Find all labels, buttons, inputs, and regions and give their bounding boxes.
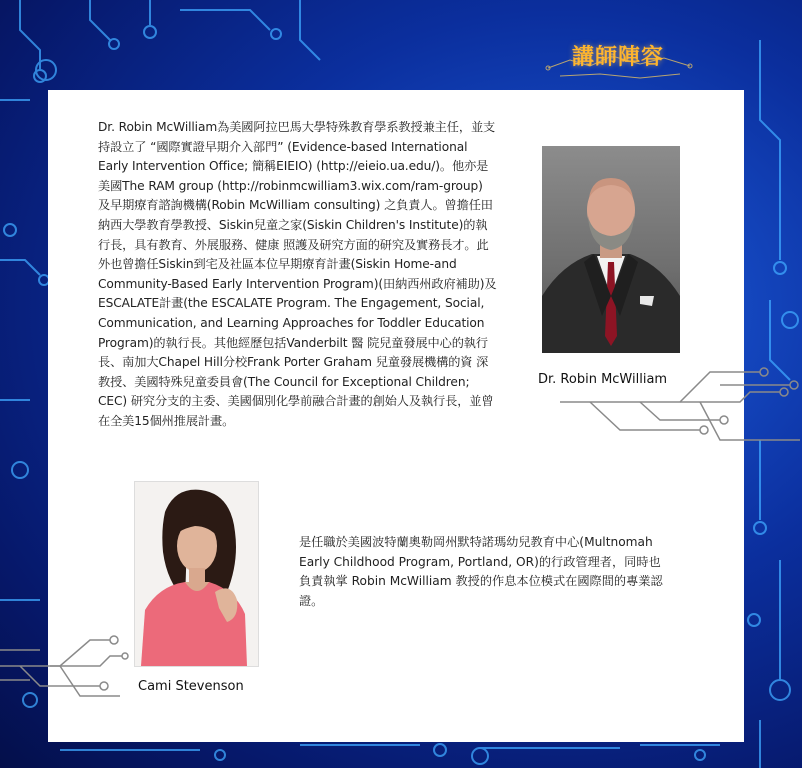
speaker1-portrait bbox=[542, 146, 680, 353]
section-title: 講師陣容 bbox=[572, 45, 665, 70]
speaker2-portrait bbox=[134, 481, 259, 667]
speaker2-name: Cami Stevenson bbox=[138, 679, 244, 694]
speaker1-name: Dr. Robin McWilliam bbox=[538, 372, 668, 387]
circuit-decoration-right bbox=[560, 340, 802, 450]
speaker1-bio: Dr. Robin McWilliam為美國阿拉巴馬大學特殊教育學系教授兼主任，並支持設立了 “國際實證早期介入部門” (Evidence-based International Early Intervention Office; 簡稱EIEIO) (http://eieio.ua.edu/)。他亦是美國The RAM group (http://robinmcwilliam3.wix.com/ram-group) 及早期療育諮詢機構(Robin McWilliam consulting) 之負責人。曾擔任田納西大學教育學教授、Siskin兒童之家(Siskin Children's Institute)的執行長，具有教育、外展服務、健康 照護及研究方面的研究及實務長才。此外也曾擔任Siskin到宅及社區本位早期療育計畫(Siskin Home-and Community-Based Early Intervention Program)(田納西州政府補助)及 ESCALATE計畫(the ESCALATE Program. The Engagement, Social, Communication, and Learning Approaches for Toddler Education Program)的執行長。其他經歷包括Vanderbilt 醫 院兒童發展中心的執行長、南加大Chapel Hill分校Frank Porter Graham 兒童發展機構的資 深教授、美國特殊兒童委員會(The Council for Exceptional Children; CEC) 研究分支的主委、美國個別化學前融合計畫的創始人及執行長，並曾在全美15個州推展計畫。 bbox=[98, 120, 497, 428]
circuit-decoration-left bbox=[0, 630, 130, 700]
speaker2-bio: 是任職於美國波特蘭奧勒岡州默特諾瑪幼兒教育中心(Multnomah Early Childhood Program, Portland, OR)的行政管理者，同時也負責執掌 Robin McWilliam 教授的作息本位模式在國際間的專業認證。 bbox=[299, 535, 663, 608]
